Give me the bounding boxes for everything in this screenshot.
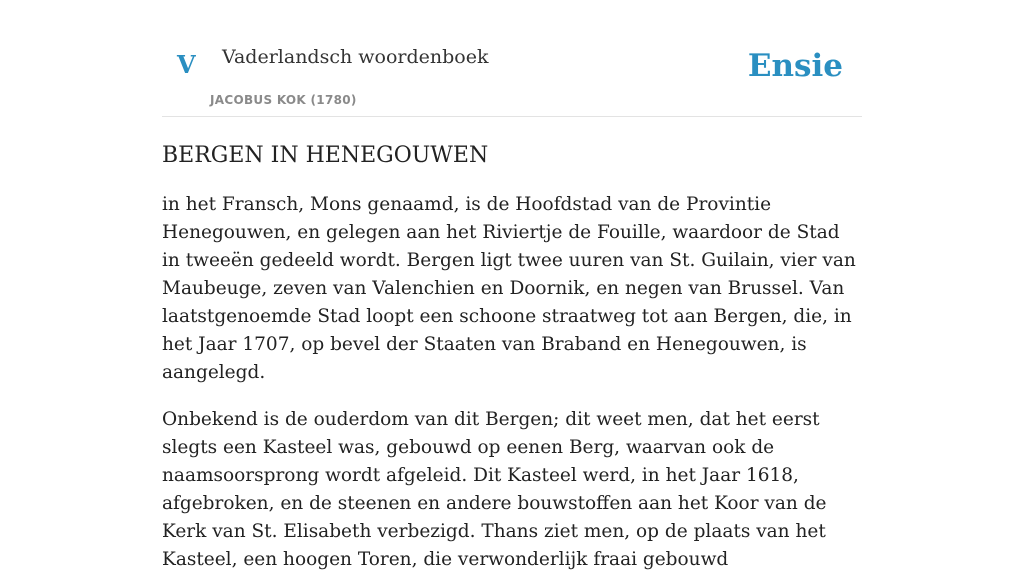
brand-logo[interactable]: Ensie: [747, 48, 843, 84]
entry-paragraph: in het Fransch, Mons genaamd, is de Hoofdstad van de Provintie Henegouwen, en gelegen aan het Riviertje de Fouille, waardoor de Stad in tweeën gedeeld wordt. Bergen ligt twee uuren van St. Guilain, vier van Maubeuge, zeven van Valenchien en Doornik, en negen van Brussel. Van laatstgenoemde Stad loopt een schoone straatweg tot aan Bergen, die, in het Jaar 1707, op bevel der Staaten van Braband en Henegouwen, is aangelegd.: [162, 194, 856, 384]
entry-paragraph: Onbekend is de ouderdom van dit Bergen; dit weet men, dat het eerst slegts een Kasteel was, gebouwd op eenen Berg, waarvan ook de naamsoorsprong wordt afgeleid. Dit Kasteel werd, in het Jaar 1618, afgebroken, en de steenen en andere bouwstoffen aan het Koor van de Kerk van St. Elisabeth verbezigd. Thans ziet men, op de plaats van het Kasteel, een hoogen Toren, die verwonderlijk fraai gebouwd: [162, 409, 827, 571]
entry-body: [162, 191, 862, 574]
entry-title: BERGEN IN HENEGOUWEN: [162, 143, 489, 168]
book-title[interactable]: Vaderlandsch woordenboek: [222, 46, 489, 68]
book-logo-letter[interactable]: V: [177, 50, 196, 79]
header: [162, 0, 862, 117]
book-author: JACOBUS KOK (1780): [210, 93, 357, 107]
page: [162, 0, 862, 574]
